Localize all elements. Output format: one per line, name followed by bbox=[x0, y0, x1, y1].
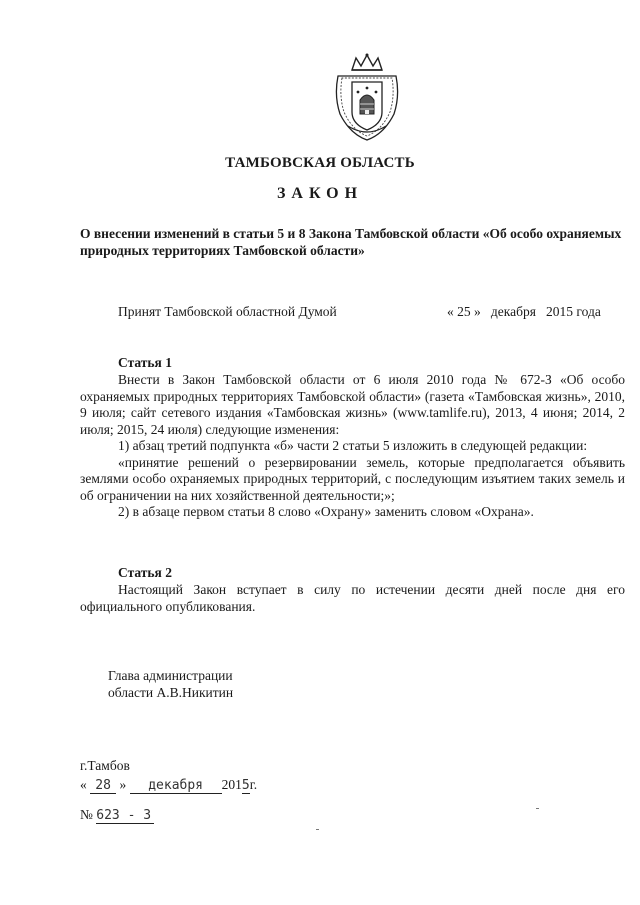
article-1-paragraph: 1) абзац третий подпункта «б» части 2 статьи 5 изложить в следующей редакции: bbox=[118, 438, 588, 453]
scan-speck bbox=[316, 829, 319, 830]
article-1-paragraph: 2) в абзаце первом статьи 8 слово «Охрану» заменить словом «Охрана». bbox=[118, 504, 534, 519]
scan-speck bbox=[536, 808, 539, 809]
signing-month: декабря bbox=[130, 778, 222, 794]
law-subject-heading: О внесении изменений в статьи 5 и 8 Закона Тамбовской области «Об особо охраняемых природных территориях Тамбовской области» bbox=[80, 226, 622, 258]
signing-year-suffix: 5 bbox=[241, 778, 250, 793]
city-of-signing: г.Тамбов bbox=[80, 758, 130, 773]
article-1-title: Статья 1 bbox=[118, 355, 172, 370]
article-2-body bbox=[80, 582, 625, 615]
article-1-paragraph: Внести в Закон Тамбовской области от 6 июля 2010 года № 672-З «Об особо охраняемых природных территориях Тамбовской области» (газета «Тамбовская жизнь», 2010, 9 июля; сайт сетевого издания «Тамбовская жизнь» (www.tamlife.ru), 2013, 4 июня; 2014, 2 июля; 2015, 24 июля) следующие изменения: bbox=[80, 372, 625, 437]
signing-year-prefix: 201 bbox=[221, 777, 242, 792]
signing-day: 28 bbox=[90, 778, 116, 794]
law-number-value: 623 - З bbox=[96, 808, 154, 824]
adoption-text: Принят Тамбовской областной Думой bbox=[118, 304, 337, 319]
tambov-coat-of-arms-icon bbox=[330, 52, 404, 142]
number-label: № bbox=[80, 807, 93, 822]
region-title: ТАМБОВСКАЯ ОБЛАСТЬ bbox=[225, 155, 415, 171]
article-1-paragraph: «принятие решений о резервировании земель, которые предполагается объявить землями особо охраняемых природных территорий, с последующим изъятием таких земель и об ограничении на них хозяйственной деятельности;»; bbox=[80, 454, 625, 503]
adoption-date: « 25 » декабря 2015 года bbox=[447, 304, 601, 319]
law-number bbox=[80, 807, 154, 824]
coat-of-arms-emblem bbox=[330, 52, 404, 142]
signature-block bbox=[108, 667, 233, 701]
article-2-title: Статья 2 bbox=[118, 565, 172, 580]
signatory-position: Глава администрации bbox=[108, 668, 233, 683]
date-quote-close: » bbox=[119, 777, 127, 792]
article-1-body bbox=[80, 372, 625, 521]
document-type-title: ЗАКОН bbox=[276, 185, 364, 202]
signatory-name: области А.В.Никитин bbox=[108, 685, 234, 700]
signing-date bbox=[80, 777, 257, 794]
article-2-paragraph: Настоящий Закон вступает в силу по истечении десяти дней после дня его официального опубликования. bbox=[80, 582, 625, 614]
signing-year-end: г. bbox=[249, 777, 258, 792]
date-quote-open: « bbox=[80, 777, 87, 792]
